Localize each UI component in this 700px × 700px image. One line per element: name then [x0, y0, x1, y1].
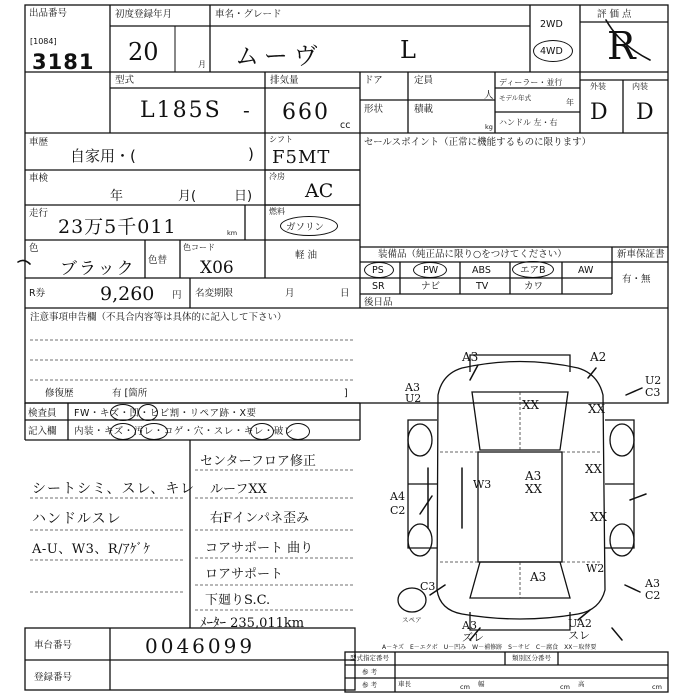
score: R	[607, 24, 636, 68]
repair-close: ]	[344, 388, 348, 399]
rear-seat-label: 後日品	[364, 297, 393, 308]
kg-unit: kg	[485, 123, 493, 131]
mark-right-rear-w2: W2	[586, 562, 605, 575]
model-year-label: モデル年式	[499, 94, 532, 102]
ownership-day: 日	[340, 288, 350, 299]
length-label: 車長	[398, 680, 411, 688]
recycle-value: 9,260	[100, 283, 155, 305]
remark-left-3: A-U、W3、R/ｱｹﾞｹ	[32, 542, 151, 557]
equip-sr: SR	[372, 281, 385, 292]
int-stain-circle	[140, 423, 168, 440]
equip-leather: カワ	[524, 281, 544, 292]
remark-right-7: ﾒｰﾀｰ 235,011km	[200, 616, 305, 631]
inspector-label-1: 検査員	[28, 408, 57, 419]
capacity-label: 定員	[414, 75, 434, 86]
lot-label: 出品番号	[29, 8, 68, 19]
handle-label: ハンドル 左・右	[499, 118, 558, 127]
equip-tv: TV	[476, 281, 489, 292]
equip-airbag: エアB	[520, 265, 546, 276]
color-value: ブラック	[60, 259, 136, 279]
remark-right-3: 右Fインパネ歪み	[210, 511, 310, 526]
mark-front-right-a2: A2	[590, 350, 607, 364]
ownership-label: 名変期限	[195, 288, 234, 299]
drive-2wd: 2WD	[540, 19, 563, 30]
fuel-gas: ガソリン	[286, 222, 325, 233]
category-label: 類別区分番号	[512, 654, 551, 662]
mark-left-front-a3u2: A3 U2	[405, 381, 422, 405]
notes-label: 注意事項申告欄（不具合内容等は具体的に記入して下さい）	[30, 312, 287, 323]
mark-rear-a3: A3	[530, 570, 547, 584]
ownership-month: 月	[285, 288, 295, 299]
dealer-label: ディーラー・並行	[499, 78, 563, 87]
car-name: ムーヴ	[235, 42, 324, 70]
repair-value: 有 [箇所	[112, 388, 148, 399]
history-close: )	[248, 145, 254, 163]
chassis-label: 車台番号	[34, 640, 73, 651]
warranty-value: 有・無	[622, 274, 651, 285]
type-cert-label: 型式指定番号	[350, 654, 389, 662]
recycle-label: R券	[29, 288, 46, 299]
mark-roof-a3xx: A3 XX	[525, 469, 543, 496]
remark-left-1: シートシミ、スレ、キレ	[32, 481, 196, 497]
recycle-yen: 円	[172, 290, 182, 301]
int-scratch-circle	[110, 423, 136, 440]
mark-right-rear-a3c2: A3 C2	[645, 577, 661, 602]
spare-label: スペア	[402, 616, 422, 624]
inspector-label-2: 記入欄	[28, 426, 57, 437]
equip-ps: PS	[372, 265, 384, 276]
score-label: 評価点	[597, 9, 635, 20]
remark-right-5: ロアサポート	[205, 567, 284, 582]
mark-right-door-rear-xx: XX	[590, 510, 608, 524]
inspector-int-items: 内装・キズ・汚レ・コゲ・穴・スレ・キレ・破レ	[74, 426, 294, 437]
equip-abs: ABS	[472, 265, 491, 276]
equipment-label: 装備品（純正品に限り○をつけてください）	[378, 249, 567, 260]
equip-pw-circle	[413, 262, 447, 278]
mark-hood-xx: XX	[522, 398, 540, 412]
doors-label: ドア	[364, 75, 383, 86]
int-cut-circle	[286, 423, 310, 440]
length-cm: cm	[460, 683, 470, 691]
mark-spare-c3: C3	[420, 580, 436, 593]
fuel-diesel: 軽 油	[295, 250, 318, 261]
first-reg-year: 20	[128, 38, 159, 66]
shift-value: F5MT	[272, 147, 331, 168]
equip-navi: ナビ	[421, 281, 441, 292]
inspection-year: 年	[110, 189, 124, 204]
year-unit: 年	[566, 98, 574, 107]
mileage-km: km	[227, 229, 238, 237]
shape-label: 形状	[364, 104, 384, 115]
model-dash: -	[243, 98, 250, 122]
shift-label: シフト	[269, 135, 293, 144]
interior-grade: D	[636, 100, 654, 125]
ac-label: 冷房	[269, 172, 285, 181]
car-name-label: 車名・グレード	[215, 9, 282, 20]
mark-right-fender-xx: XX	[588, 402, 606, 416]
remark-right-4: コアサポート 曲り	[205, 541, 314, 556]
height-label: 高	[578, 680, 585, 688]
equip-ps-circle	[364, 262, 394, 278]
equip-pw: PW	[423, 265, 439, 276]
drive-4wd-circle	[533, 40, 573, 62]
chassis-value: 0046099	[145, 634, 256, 658]
inspection-label: 車検	[29, 173, 49, 184]
mark-left-door-w3: W3	[473, 478, 492, 491]
ref-label-1: 参 考	[362, 668, 378, 676]
ext-dent-circle	[138, 404, 158, 421]
fuel-gas-circle	[280, 216, 338, 236]
mark-rear-right-ua2: UA2 スレ	[568, 617, 592, 642]
ac-value: AC	[305, 180, 334, 202]
color-code-label: 色コード	[183, 243, 215, 252]
ref-label-2: 参 考	[362, 681, 378, 689]
lot-sub: [1084]	[30, 37, 57, 46]
sales-point-label: セールスポイント（正常に機能するものに限ります）	[364, 137, 592, 148]
repaint-label: 色替	[148, 255, 168, 266]
warranty-label: 新車保証書	[617, 249, 665, 260]
mark-rear-left-a3: A3 ズレ	[462, 619, 484, 644]
interior-label: 内装	[632, 82, 648, 91]
height-cm: cm	[652, 683, 662, 691]
width-cm: cm	[560, 683, 570, 691]
model-label: 型式	[115, 75, 135, 86]
remark-left-2: ハンドルスレ	[32, 511, 122, 527]
int-wear-circle	[250, 423, 274, 440]
inspector-ext-items: FW・キズ・凹・ヒビ割・リペア跡・X要	[74, 408, 257, 419]
mileage-label: 走行	[29, 208, 49, 219]
remark-right-1: センターフロア修正	[200, 454, 316, 469]
first-reg-month-unit: 月	[198, 60, 206, 69]
reg-label: 登録番号	[34, 672, 73, 683]
history-value: 自家用・(	[70, 147, 136, 165]
width-label: 幅	[478, 680, 485, 688]
color-code: X06	[200, 258, 234, 278]
mark-right-door-front-xx: XX	[585, 462, 603, 476]
lot-number: 3181	[32, 50, 95, 74]
history-label: 車歴	[29, 137, 49, 148]
cc-unit: cc	[340, 120, 351, 131]
mark-front-a3: A3	[462, 350, 479, 364]
displacement-value: 660	[282, 100, 330, 125]
ext-scratch-circle	[110, 404, 136, 421]
grade: L	[400, 36, 416, 64]
exterior-grade: D	[590, 100, 608, 125]
remark-right-6: 下廻りS.C.	[205, 593, 271, 608]
diagram-legend: A－キズ E－エクボ U－凹み W－補修跡 S－サビ C－腐食 XX－取替要	[382, 644, 597, 651]
load-label: 積載	[414, 104, 434, 115]
mark-left-a4c2: A4 C2	[390, 490, 406, 517]
fuel-label: 燃料	[269, 207, 285, 216]
inspection-month: 月(	[178, 189, 197, 204]
model-value: L185S	[140, 98, 222, 123]
drive-4wd: 4WD	[540, 46, 563, 57]
person-unit: 人	[484, 90, 494, 101]
remark-right-2: ルーフXX	[210, 482, 267, 497]
first-reg-label: 初度登録年月	[115, 9, 173, 20]
repair-label: 修復歴	[45, 388, 74, 399]
color-label: 色	[29, 243, 39, 254]
mileage-value: 23万5千011	[58, 216, 177, 238]
equip-aw: AW	[578, 265, 594, 276]
mark-right-front-u2c3: U2 C3	[645, 374, 662, 399]
inspection-day: 日)	[234, 189, 253, 204]
equip-airbag-circle	[512, 261, 554, 278]
exterior-label: 外装	[590, 82, 606, 91]
displacement-label: 排気量	[270, 75, 299, 86]
